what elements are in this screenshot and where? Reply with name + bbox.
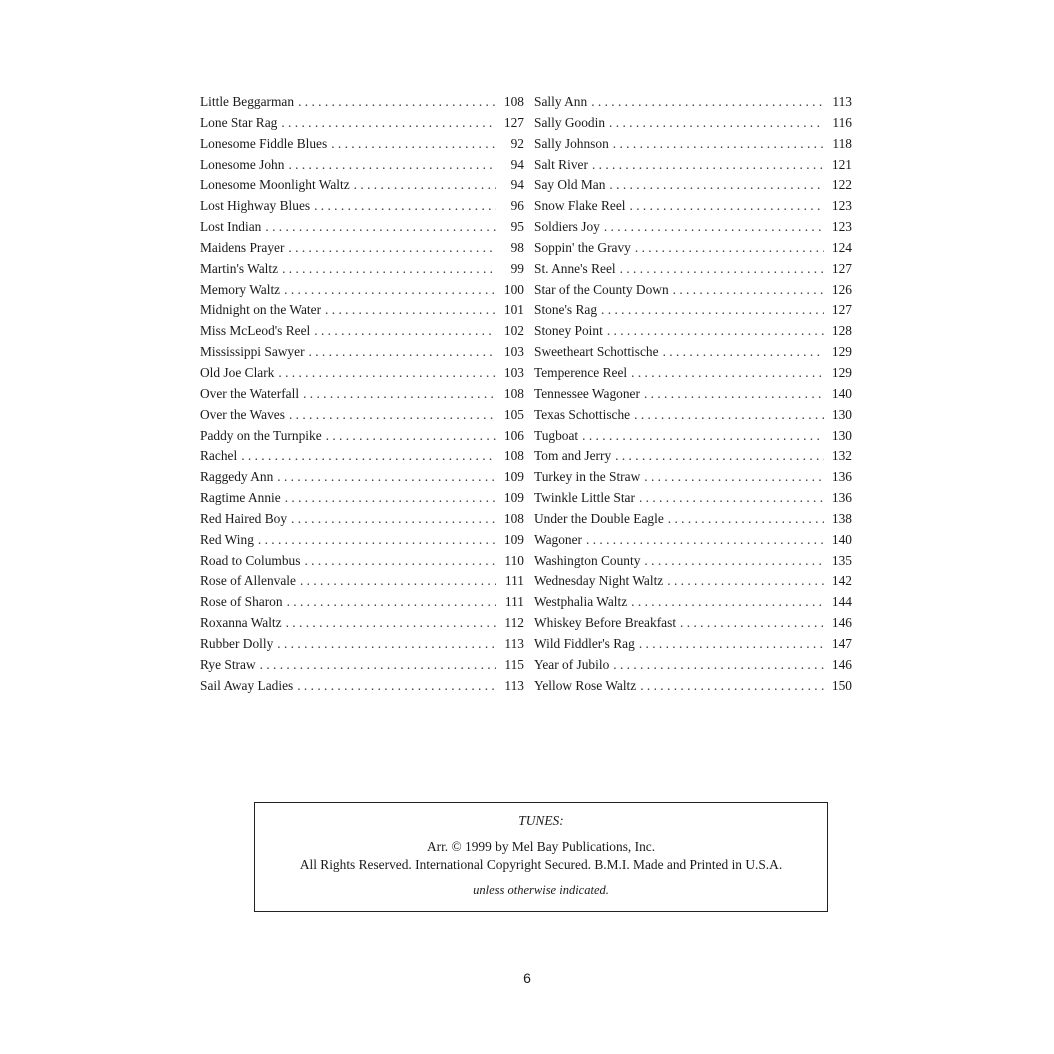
toc-entry — [534, 238, 852, 259]
toc-entry — [534, 342, 852, 363]
dot-leader — [288, 238, 496, 259]
tune-page-number: 127 — [831, 302, 852, 318]
tune-page-number: 142 — [831, 573, 852, 589]
tune-title: Star of the County Down — [534, 281, 669, 297]
tune-page-number: 136 — [831, 490, 852, 506]
tune-page-number: 147 — [831, 635, 852, 651]
dot-leader — [282, 259, 496, 280]
tune-title: Wild Fiddler's Rag — [534, 635, 635, 651]
toc-entry — [200, 155, 524, 176]
dot-leader — [604, 217, 824, 238]
tune-page-number: 101 — [503, 302, 524, 318]
dot-leader — [314, 196, 496, 217]
tune-page-number: 146 — [831, 656, 852, 672]
tune-page-number: 108 — [503, 448, 524, 464]
dot-leader — [634, 405, 824, 426]
dot-leader — [286, 613, 496, 634]
tune-page-number: 130 — [831, 427, 852, 443]
toc-entry — [534, 92, 852, 113]
dot-leader — [281, 113, 496, 134]
tune-title: Stoney Point — [534, 323, 603, 339]
tune-page-number: 106 — [503, 427, 524, 443]
tune-page-number: 105 — [503, 406, 524, 422]
tune-page-number: 150 — [831, 677, 852, 693]
tune-title: Turkey in the Straw — [534, 469, 641, 485]
tune-page-number: 115 — [504, 656, 524, 672]
tune-title: Wednesday Night Waltz — [534, 573, 664, 589]
tune-page-number: 109 — [503, 469, 524, 485]
tune-title: Midnight on the Water — [200, 302, 322, 318]
toc-entry — [534, 488, 852, 509]
tune-title: Soppin' the Gravy — [534, 239, 631, 255]
tune-page-number: 144 — [831, 594, 852, 610]
toc-entry — [200, 217, 524, 238]
toc-entry — [200, 426, 524, 447]
tune-title: Rachel — [200, 448, 238, 464]
tune-title: Little Beggarman — [200, 94, 295, 109]
tune-title: Temperence Reel — [534, 364, 628, 380]
contents-right-column — [534, 92, 852, 696]
tune-page-number: 111 — [504, 573, 524, 589]
toc-entry — [200, 571, 524, 592]
tune-page-number: 138 — [831, 510, 852, 526]
toc-entry — [200, 384, 524, 405]
toc-entry — [534, 134, 852, 155]
tune-page-number: 129 — [831, 344, 852, 360]
dot-leader — [667, 571, 824, 592]
toc-entry — [200, 134, 524, 155]
tune-page-number: 130 — [831, 406, 852, 422]
toc-entry — [200, 446, 524, 467]
tune-page-number: 128 — [831, 323, 852, 339]
tune-title: Rose of Allenvale — [200, 573, 296, 589]
dot-leader — [325, 300, 496, 321]
toc-entry — [534, 446, 852, 467]
dot-leader — [304, 551, 496, 572]
tune-page-number: 110 — [504, 552, 524, 568]
toc-entry — [200, 363, 524, 384]
tune-page-number: 127 — [503, 114, 524, 130]
dot-leader — [288, 155, 496, 176]
dot-leader — [644, 384, 824, 405]
dot-leader — [680, 613, 824, 634]
tune-title: Sally Johnson — [534, 135, 609, 151]
dot-leader — [289, 405, 496, 426]
toc-entry — [534, 196, 852, 217]
tune-page-number: 113 — [504, 677, 524, 693]
dot-leader — [354, 175, 496, 196]
toc-entry — [534, 321, 852, 342]
tune-title: Year of Jubilo — [534, 656, 610, 672]
page-number: 6 — [523, 970, 531, 986]
notice-heading: TUNES: — [518, 813, 564, 828]
toc-entry — [200, 655, 524, 676]
toc-entry — [534, 592, 852, 613]
tune-page-number: 94 — [510, 177, 524, 193]
tune-title: Sweetheart Schottische — [534, 344, 659, 360]
dot-leader — [631, 363, 824, 384]
tune-page-number: 129 — [831, 364, 852, 380]
toc-entry — [534, 363, 852, 384]
tune-page-number: 109 — [503, 490, 524, 506]
dot-leader — [241, 446, 496, 467]
tune-title: Sally Goodin — [534, 114, 606, 130]
dot-leader — [331, 134, 496, 155]
dot-leader — [314, 321, 496, 342]
toc-entry — [200, 92, 524, 113]
tune-title: Say Old Man — [534, 177, 606, 193]
toc-entry — [534, 113, 852, 134]
tune-page-number: 109 — [503, 531, 524, 547]
tune-title: Washington County — [534, 552, 641, 568]
toc-entry — [200, 676, 524, 697]
dot-leader — [277, 467, 496, 488]
toc-entry — [200, 613, 524, 634]
tune-page-number: 98 — [510, 239, 524, 255]
dot-leader — [298, 92, 496, 113]
tune-title: Lonesome Fiddle Blues — [200, 135, 328, 151]
tune-title: Rye Straw — [200, 656, 256, 672]
contents-left-column — [200, 92, 524, 696]
dot-leader — [287, 592, 496, 613]
toc-entry — [200, 175, 524, 196]
dot-leader — [303, 384, 496, 405]
toc-entry — [200, 280, 524, 301]
toc-entry — [534, 509, 852, 530]
dot-leader — [607, 321, 824, 342]
tune-page-number: 122 — [831, 177, 852, 193]
tune-title: Salt River — [534, 156, 588, 172]
tune-page-number: 108 — [503, 385, 524, 401]
tune-title: Memory Waltz — [200, 281, 281, 297]
dot-leader — [326, 426, 496, 447]
tune-page-number: 116 — [832, 114, 852, 130]
tune-title: Martin's Waltz — [200, 260, 279, 276]
dot-leader — [630, 196, 825, 217]
toc-entry — [534, 634, 852, 655]
tune-title: Whiskey Before Breakfast — [534, 615, 677, 631]
tune-title: Rose of Sharon — [200, 594, 283, 610]
dot-leader — [285, 488, 496, 509]
dot-leader — [291, 509, 496, 530]
tune-title: Mississippi Sawyer — [200, 344, 305, 360]
tune-title: Sail Away Ladies — [200, 677, 294, 693]
dot-leader — [640, 676, 824, 697]
tune-page-number: 100 — [503, 281, 524, 297]
dot-leader — [635, 238, 824, 259]
tune-page-number: 102 — [503, 323, 524, 339]
tune-page-number: 123 — [831, 198, 852, 214]
tune-title: Lone Star Rag — [200, 114, 278, 130]
dot-leader — [601, 300, 824, 321]
tune-title: Twinkle Little Star — [534, 490, 635, 506]
tune-title: Ragtime Annie — [200, 490, 281, 506]
tune-page-number: 121 — [831, 156, 852, 172]
dot-leader — [639, 488, 824, 509]
tune-page-number: 103 — [503, 344, 524, 360]
dot-leader — [586, 530, 824, 551]
dot-leader — [620, 259, 824, 280]
dot-leader — [284, 280, 496, 301]
toc-entry — [200, 592, 524, 613]
tune-title: Under the Double Eagle — [534, 510, 664, 526]
toc-entry — [200, 321, 524, 342]
tune-title: Red Wing — [200, 531, 254, 547]
tune-title: Road to Columbus — [200, 552, 301, 568]
tune-title: Rubber Dolly — [200, 635, 274, 651]
tune-title: Lonesome Moonlight Waltz — [200, 177, 350, 193]
tune-title: Lonesome John — [200, 156, 285, 172]
tune-title: Lost Highway Blues — [200, 198, 311, 214]
tune-title: St. Anne's Reel — [534, 260, 616, 276]
toc-entry — [200, 405, 524, 426]
dot-leader — [609, 175, 824, 196]
tune-title: Snow Flake Reel — [534, 198, 626, 214]
tune-page-number: 140 — [831, 531, 852, 547]
dot-leader — [644, 467, 824, 488]
toc-entry — [200, 488, 524, 509]
dot-leader — [644, 551, 824, 572]
toc-entry — [534, 571, 852, 592]
toc-entry — [200, 113, 524, 134]
dot-leader — [615, 446, 824, 467]
tune-title: Texas Schottische — [534, 406, 631, 422]
toc-entry — [534, 405, 852, 426]
copyright-notice-box — [254, 802, 828, 912]
tune-page-number: 140 — [831, 385, 852, 401]
toc-entry — [534, 426, 852, 447]
tune-title: Stone's Rag — [534, 302, 598, 318]
tune-title: Yellow Rose Waltz — [534, 677, 637, 693]
dot-leader — [582, 426, 824, 447]
tune-page-number: 111 — [504, 594, 524, 610]
toc-entry — [534, 217, 852, 238]
tune-title: Westphalia Waltz — [534, 594, 628, 610]
toc-entry — [200, 300, 524, 321]
dot-leader — [309, 342, 496, 363]
toc-entry — [200, 238, 524, 259]
toc-entry — [534, 530, 852, 551]
tune-page-number: 94 — [510, 156, 524, 172]
tune-page-number: 92 — [510, 135, 524, 151]
dot-leader — [278, 363, 496, 384]
dot-leader — [258, 530, 496, 551]
toc-entry — [534, 280, 852, 301]
tune-page-number: 113 — [504, 635, 524, 651]
tune-title: Lost Indian — [200, 219, 262, 235]
tune-page-number: 135 — [831, 552, 852, 568]
tune-page-number: 123 — [831, 219, 852, 235]
tune-title: Soldiers Joy — [534, 219, 600, 235]
tune-page-number: 136 — [831, 469, 852, 485]
tune-page-number: 132 — [831, 448, 852, 464]
tune-title: Paddy on the Turnpike — [200, 427, 322, 443]
dot-leader — [277, 634, 496, 655]
tune-page-number: 124 — [831, 239, 852, 255]
toc-entry — [200, 530, 524, 551]
toc-entry — [534, 676, 852, 697]
toc-entry — [200, 551, 524, 572]
toc-entry — [200, 467, 524, 488]
tune-page-number: 126 — [831, 281, 852, 297]
tune-page-number: 99 — [510, 260, 524, 276]
tune-page-number: 113 — [832, 94, 852, 109]
tune-title: Sally Ann — [534, 94, 588, 109]
dot-leader — [609, 113, 824, 134]
tune-title: Roxanna Waltz — [200, 615, 282, 631]
toc-entry — [534, 175, 852, 196]
toc-entry — [200, 342, 524, 363]
tune-title: Maidens Prayer — [200, 239, 285, 255]
tune-title: Raggedy Ann — [200, 469, 274, 485]
dot-leader — [613, 134, 824, 155]
tune-page-number: 118 — [832, 135, 852, 151]
tune-title: Over the Waves — [200, 406, 285, 422]
toc-entry — [534, 300, 852, 321]
toc-entry — [534, 384, 852, 405]
tune-title: Miss McLeod's Reel — [200, 323, 311, 339]
tune-page-number: 127 — [831, 260, 852, 276]
tune-page-number: 103 — [503, 364, 524, 380]
toc-entry — [200, 259, 524, 280]
tune-title: Over the Waterfall — [200, 385, 300, 401]
tune-title: Red Haired Boy — [200, 510, 288, 526]
tune-title: Wagoner — [534, 531, 582, 547]
tune-page-number: 95 — [510, 219, 524, 235]
tune-title: Old Joe Clark — [200, 364, 275, 380]
dot-leader — [613, 655, 824, 676]
notice-copyright-line: Arr. © 1999 by Mel Bay Publications, Inc. — [426, 839, 656, 854]
dot-leader — [265, 217, 496, 238]
dot-leader — [591, 92, 824, 113]
dot-leader — [297, 676, 496, 697]
tune-title: Tennessee Wagoner — [534, 385, 640, 401]
dot-leader — [668, 509, 824, 530]
toc-entry — [534, 613, 852, 634]
toc-entry — [534, 259, 852, 280]
tune-page-number: 108 — [503, 94, 524, 109]
toc-entry — [534, 467, 852, 488]
tune-page-number: 112 — [504, 615, 524, 631]
toc-entry — [200, 634, 524, 655]
toc-entry — [200, 196, 524, 217]
toc-entry — [534, 551, 852, 572]
dot-leader — [673, 280, 824, 301]
toc-entry — [200, 509, 524, 530]
dot-leader — [663, 342, 824, 363]
dot-leader — [631, 592, 824, 613]
toc-entry — [534, 155, 852, 176]
tune-title: Tom and Jerry — [534, 448, 612, 464]
notice-footnote: unless otherwise indicated. — [473, 883, 609, 897]
tune-page-number: 96 — [510, 198, 524, 214]
dot-leader — [300, 571, 496, 592]
tune-page-number: 146 — [831, 615, 852, 631]
tune-page-number: 108 — [503, 510, 524, 526]
notice-rights-line: All Rights Reserved. International Copyright Secured. B.M.I. Made and Printed in U.S.A. — [299, 857, 783, 872]
dot-leader — [592, 155, 824, 176]
dot-leader — [639, 634, 824, 655]
toc-entry — [534, 655, 852, 676]
dot-leader — [260, 655, 496, 676]
tune-title: Tugboat — [534, 427, 579, 443]
